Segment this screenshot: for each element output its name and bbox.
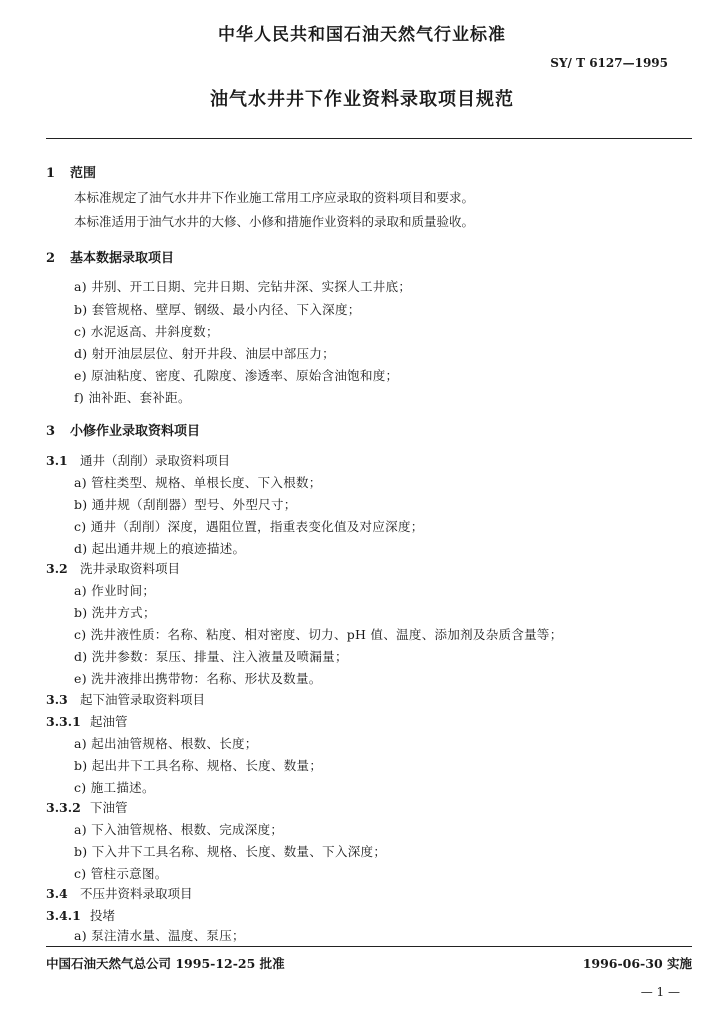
subsection-number: 3.3 (46, 692, 68, 707)
section-number: 3 (46, 424, 56, 439)
subsection-3-3-heading (46, 690, 205, 708)
document-title: 油气水井井下作业资料录取项目规范 (210, 89, 514, 110)
list-item: a) 作业时间； (74, 583, 156, 598)
subsection-3-3-1-heading (46, 712, 128, 730)
subsection-number: 3.4.1 (46, 908, 81, 923)
section-number: 1 (46, 166, 56, 181)
list-item: c) 通井（刮削）深度，遇阻位置，指重表变化值及对应深度； (74, 519, 424, 534)
list-item: b) 套管规格、壁厚、钢级、最小内径、下入深度； (74, 302, 361, 317)
list-item: f) 油补距、套补距。 (74, 390, 191, 405)
subsection-number: 3.2 (46, 561, 68, 576)
page-number: — 1 — (640, 985, 680, 999)
list-item: a) 管柱类型、规格、单根长度、下入根数； (74, 475, 322, 490)
subsection-title: 起油管 (90, 714, 128, 729)
header-divider (46, 138, 692, 139)
section-number: 2 (46, 251, 56, 266)
footer-divider (46, 946, 692, 947)
list-item: c) 施工描述。 (74, 780, 155, 795)
standard-code: SY/ T 6127—1995 (550, 56, 668, 70)
section-title: 基本数据录取项目 (70, 251, 175, 266)
list-item: c) 管柱示意图。 (74, 866, 168, 881)
section-title: 范围 (70, 166, 97, 181)
list-item: c) 水泥返高、井斜度数； (74, 324, 219, 339)
list-item: a) 起出油管规格、根数、长度； (74, 736, 258, 751)
list-item: b) 洗井方式； (74, 605, 156, 620)
subsection-3-4-heading (46, 884, 193, 902)
list-item: a) 泵注清水量、温度、泵压； (74, 928, 245, 943)
section-1-heading (46, 162, 96, 181)
subsection-3-4-1-heading (46, 906, 115, 924)
paragraph: 本标准规定了油气水井井下作业施工常用工序应录取的资料项目和要求。 (74, 190, 475, 205)
subsection-title: 洗井录取资料项目 (80, 561, 181, 576)
subsection-number: 3.1 (46, 453, 68, 468)
subsection-3-3-2-heading (46, 798, 128, 816)
list-item: d) 起出通井规上的痕迹描述。 (74, 541, 246, 556)
subsection-title: 投堵 (90, 908, 116, 923)
list-item: b) 下入井下工具名称、规格、长度、数量、下入深度； (74, 844, 387, 859)
subsection-title: 起下油管录取资料项目 (80, 692, 206, 707)
list-item: b) 通井规（刮削器）型号、外型尺寸； (74, 497, 297, 512)
subsection-number: 3.3.2 (46, 800, 81, 815)
section-title: 小修作业录取资料项目 (70, 424, 201, 439)
list-item: d) 射开油层层位、射开井段、油层中部压力； (74, 346, 335, 361)
effective-date: 1996-06-30 实施 (582, 956, 692, 971)
approval-line: 中国石油天然气总公司 1995-12-25 批准 (46, 956, 285, 971)
subsection-title: 下油管 (90, 800, 128, 815)
subsection-3-2-heading (46, 559, 180, 577)
subsection-number: 3.3.1 (46, 714, 81, 729)
list-item: a) 井别、开工日期、完井日期、完钻井深、实探人工井底； (74, 279, 412, 294)
list-item: c) 洗井液性质：名称、粘度、相对密度、切力、pH 值、温度、添加剂及杂质含量等； (74, 627, 563, 642)
subsection-number: 3.4 (46, 886, 68, 901)
list-item: b) 起出井下工具名称、规格、长度、数量； (74, 758, 323, 773)
standard-category: 中华人民共和国石油天然气行业标准 (218, 25, 506, 45)
list-item: e) 洗井液排出携带物：名称、形状及数量。 (74, 671, 322, 686)
subsection-3-1-heading (46, 451, 230, 469)
subsection-title: 不压井资料录取项目 (80, 886, 193, 901)
list-item: d) 洗井参数：泵压、排量、注入液量及喷漏量； (74, 649, 348, 664)
section-3-heading (46, 420, 200, 439)
paragraph: 本标准适用于油气水井的大修、小修和措施作业资料的录取和质量验收。 (74, 214, 475, 229)
section-2-heading (46, 247, 174, 266)
list-item: e) 原油粘度、密度、孔隙度、渗透率、原始含油饱和度； (74, 368, 399, 383)
list-item: a) 下入油管规格、根数、完成深度； (74, 822, 284, 837)
subsection-title: 通井（刮削）录取资料项目 (80, 453, 231, 468)
